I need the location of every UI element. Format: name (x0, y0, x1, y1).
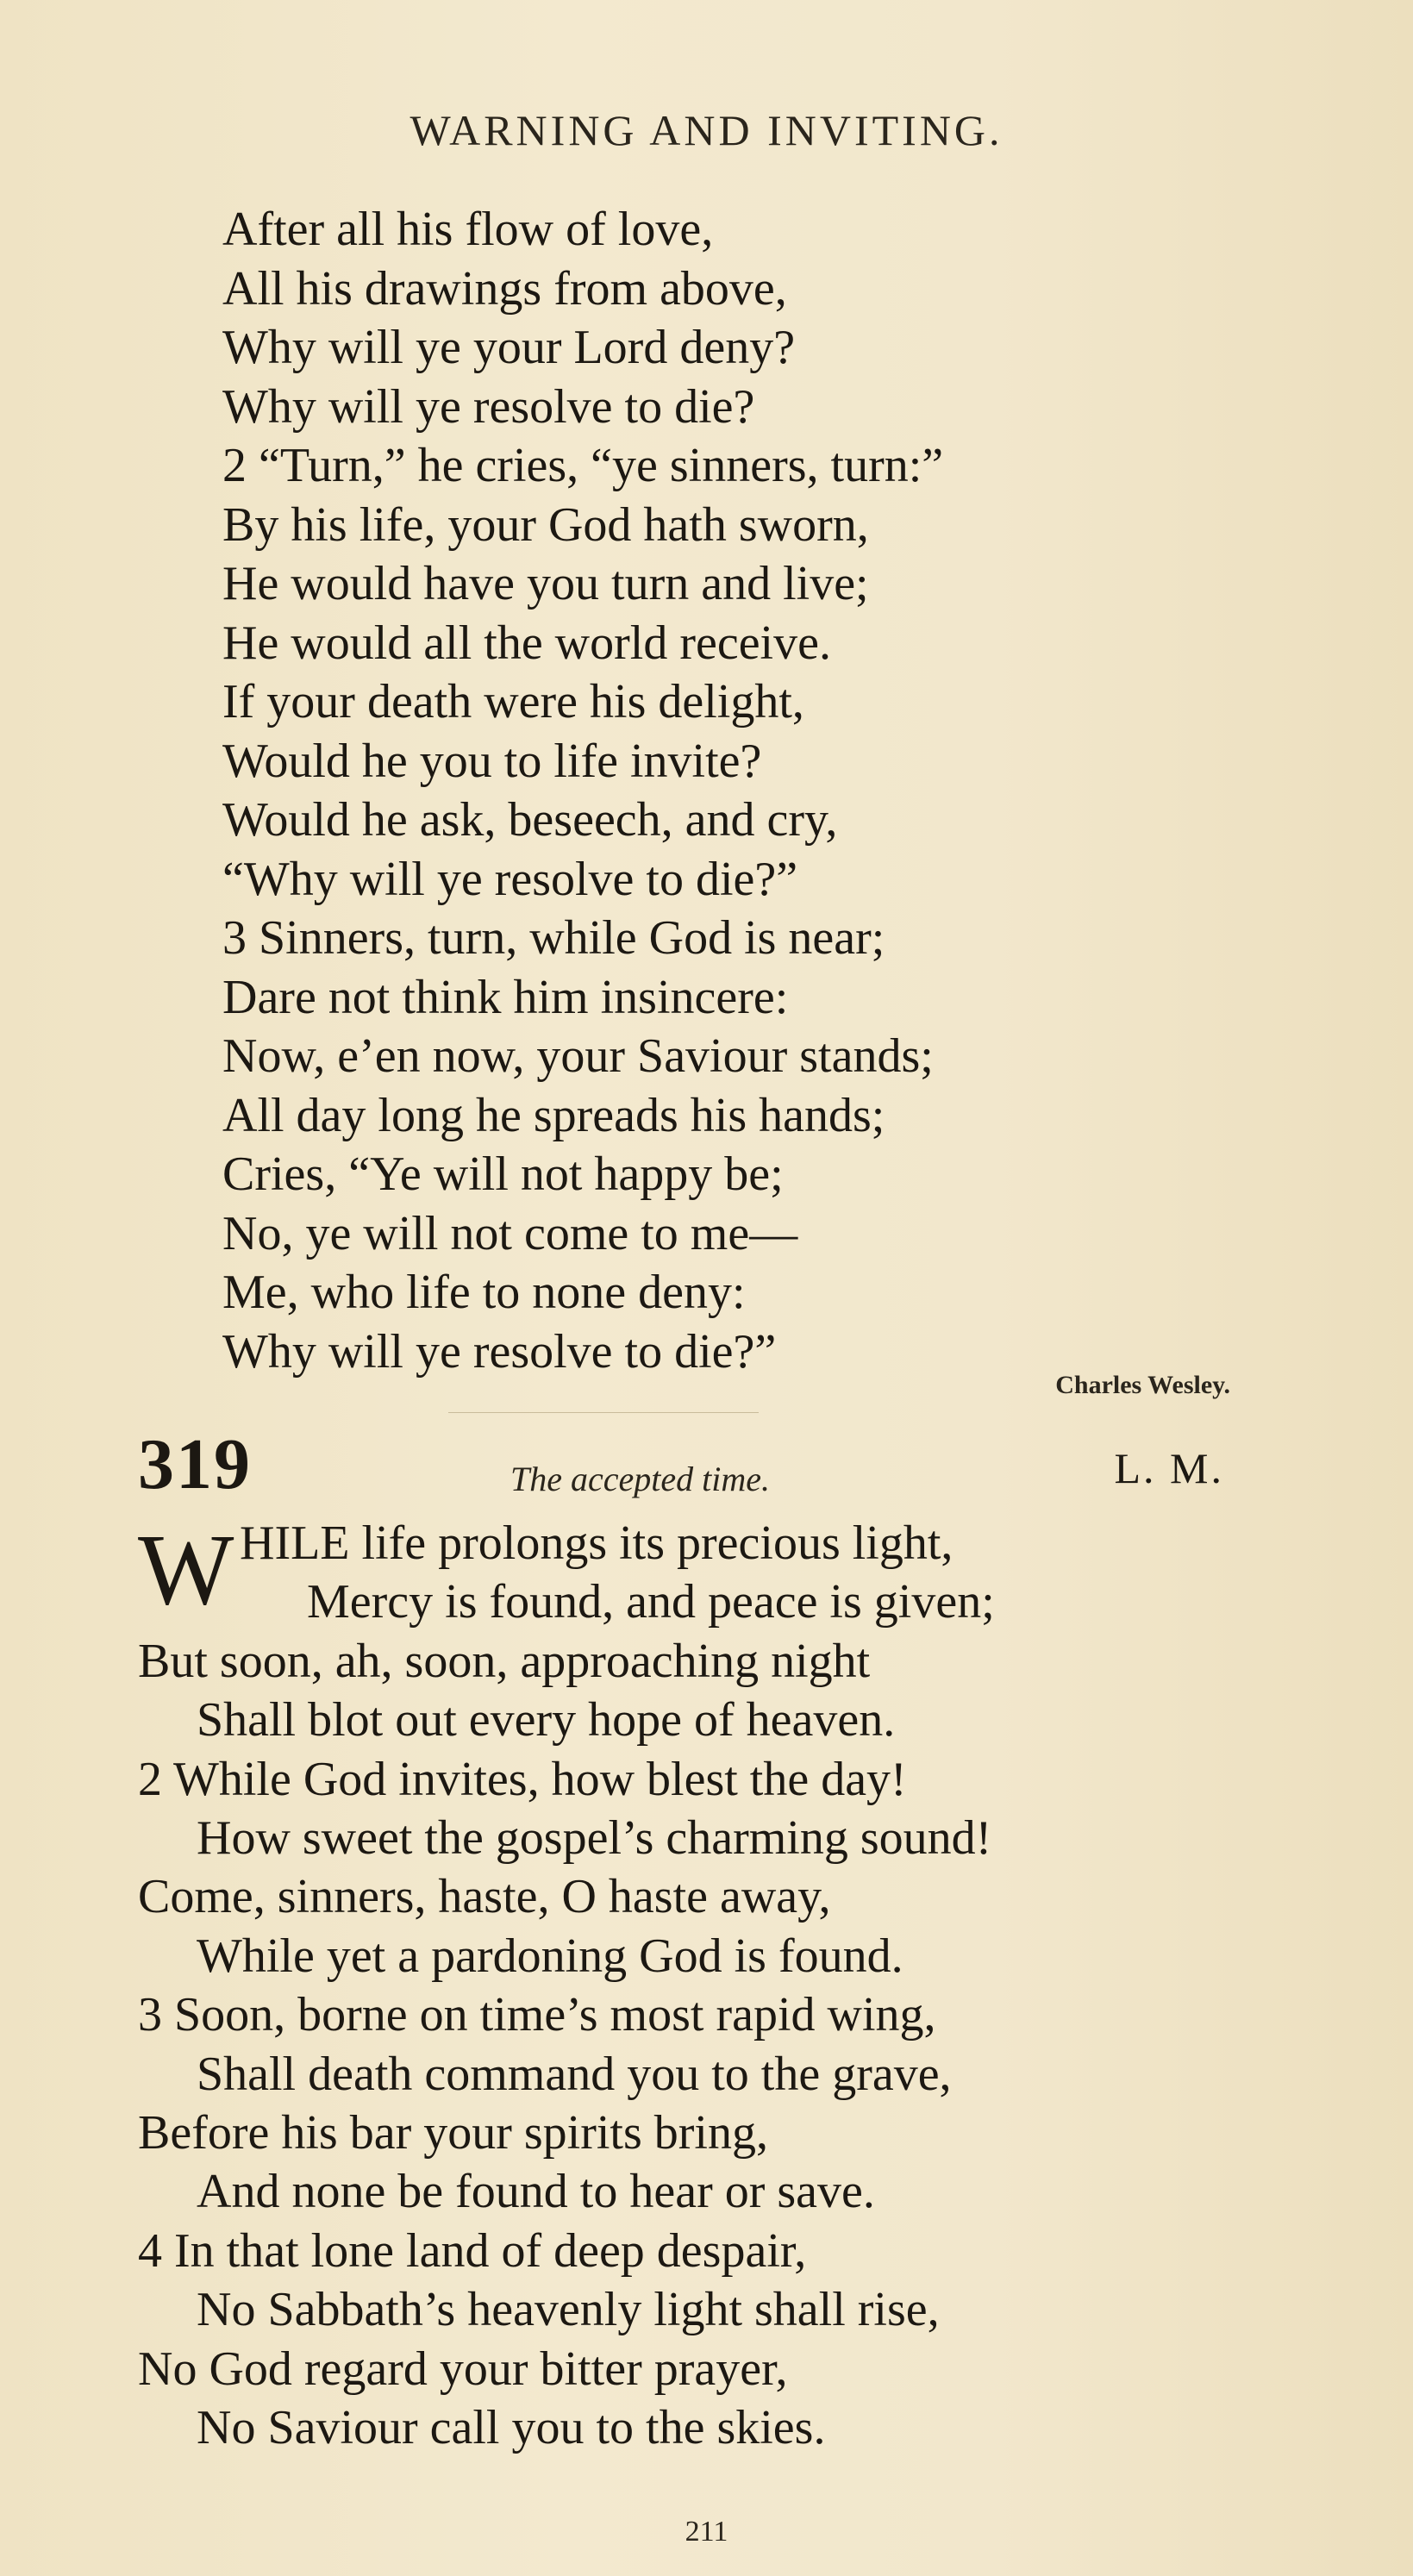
hymn-header (138, 1422, 1224, 1504)
page-number: 211 (685, 2516, 728, 2548)
verse-line: While yet a pardoning God is found. (197, 1929, 903, 1983)
running-head: WARNING AND INVITING. (410, 106, 1003, 154)
verse-line: After all his flow of love, (222, 203, 714, 256)
verse-line: HILE life prolongs its precious light, (240, 1516, 953, 1570)
verse-line: No, ye will not come to me— (222, 1206, 798, 1260)
verse-line: 2 “Turn,” he cries, “ye sinners, turn:” (222, 439, 944, 492)
verse-line: Why will ye your Lord deny? (222, 321, 796, 374)
verse-line: If your death were his delight, (222, 675, 804, 728)
verse-line: 4 In that lone land of deep despair, (138, 2223, 807, 2278)
verse-line: Come, sinners, haste, O haste away, (138, 1870, 831, 1924)
verse-line: 3 Sinners, turn, while God is near; (222, 911, 885, 965)
section-divider (448, 1412, 759, 1413)
hymn-number: 319 (138, 1424, 252, 1504)
verse-line: Now, e’en now, your Saviour stands; (222, 1029, 934, 1083)
verse-line: Mercy is found, and peace is given; (307, 1575, 995, 1629)
verse-line: How sweet the gospel’s charming sound! (197, 1811, 992, 1866)
verse-line: By his life, your God hath sworn, (222, 497, 869, 552)
verse-line: No Sabbath’s heavenly light shall rise, (197, 2283, 940, 2337)
verse-line: He would all the world receive. (222, 616, 831, 670)
verse-line: But soon, ah, soon, approaching night (138, 1634, 871, 1688)
verse-line: And none be found to hear or save. (197, 2165, 875, 2219)
verse-line: Me, who life to none deny: (222, 1266, 746, 1319)
verse-line: No Saviour call you to the skies. (197, 2401, 826, 2455)
verse-line: No God regard your bitter prayer, (138, 2342, 788, 2396)
verse-line: Why will ye resolve to die? (222, 379, 755, 434)
verse-line: Before his bar your spirits bring, (138, 2106, 768, 2160)
verse-line: Shall death command you to the grave, (197, 2047, 952, 2101)
verse-line: Why will ye resolve to die?” (222, 1324, 777, 1379)
verse-line: Cries, “Ye will not happy be; (222, 1147, 784, 1201)
hymn-meter: L. M. (1114, 1444, 1224, 1492)
previous-hymn-stanzas (222, 200, 1343, 1381)
verse-line: He would have you turn and live; (222, 557, 869, 610)
verse-line: Would he you to life invite? (222, 734, 762, 788)
verse-line: Would he ask, beseech, and cry, (222, 793, 838, 847)
verse-line: “Why will ye resolve to die?” (222, 852, 798, 906)
author-attribution: Charles Wesley. (1055, 1371, 1230, 1399)
verse-line: 2 While God invites, how blest the day! (138, 1752, 907, 1806)
verse-line: All day long he spreads his hands; (222, 1088, 885, 1142)
hymn-stanzas (138, 1514, 1259, 2458)
verse-line: Shall blot out every hope of heaven. (197, 1693, 896, 1748)
verse-line: All his drawings from above, (222, 261, 787, 316)
drop-cap: W (138, 1513, 234, 1626)
verse-line: 3 Soon, borne on time’s most rapid wing, (138, 1988, 936, 2042)
opening-lines (138, 1514, 1259, 1632)
verse-line: Dare not think him insincere: (222, 970, 789, 1024)
hymn-title: The accepted time. (510, 1460, 770, 1498)
